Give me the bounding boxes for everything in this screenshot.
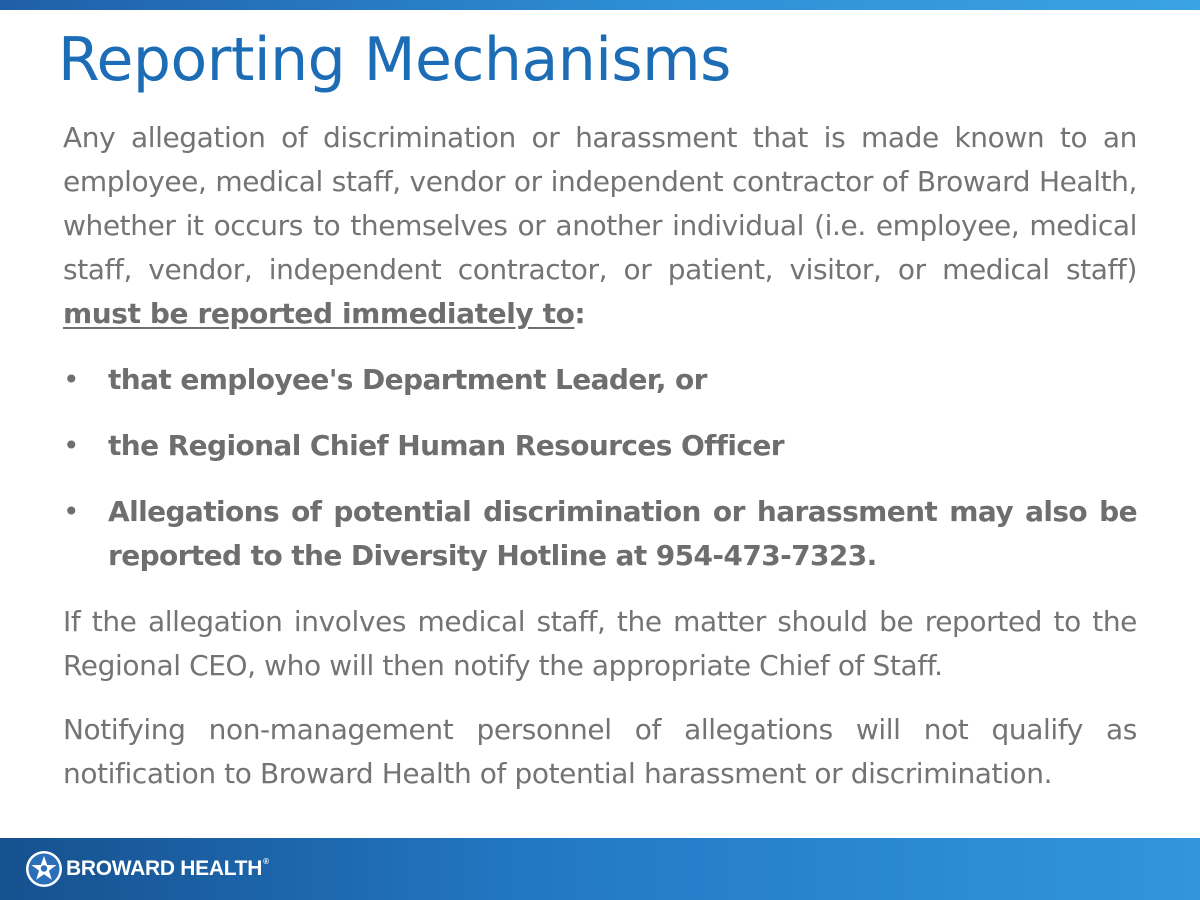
bullet-item [63, 490, 1137, 578]
slide-body [63, 116, 1137, 796]
slide-title: Reporting Mechanisms [58, 25, 731, 95]
notification-paragraph: Notifying non-management personnel of allegations will not qualify as notification to Broward Health of potential harassment or discrimination. [63, 713, 1137, 790]
broward-health-logo [24, 848, 269, 890]
bullet-icon: • [63, 429, 79, 462]
bullet-item [63, 424, 1137, 468]
top-accent-bar [0, 0, 1200, 10]
bullet-text: Allegations of potential discrimination or harassment may also be reported to the Diversity Hotline at 954-473-7323. [108, 495, 1137, 572]
bullet-list [63, 358, 1137, 578]
logo-wordmark: BROWARD HEALTH® [66, 857, 269, 880]
intro-text: Any allegation of discrimination or harassment that is made known to an employee, medical staff, vendor or independent contractor of Broward Health, whether it occurs to themselves or another individual (i.e. employee, medical staff, vendor, independent contractor, or patient, visitor, or medical staff) [63, 121, 1137, 286]
bullet-text: that employee's Department Leader, or [108, 363, 707, 396]
bullet-text: the Regional Chief Human Resources Officer [108, 429, 784, 462]
bullet-item [63, 358, 1137, 402]
intro-emphasis: must be reported immediately to [63, 297, 575, 330]
bullet-icon: • [63, 495, 79, 528]
intro-paragraph [63, 116, 1137, 336]
medical-staff-paragraph: If the allegation involves medical staff, the matter should be reported to the Regional CEO, who will then notify the appropriate Chief of Staff. [63, 605, 1137, 682]
intro-suffix: : [574, 297, 586, 330]
footer-bar [0, 838, 1200, 900]
bullet-icon: • [63, 363, 79, 396]
star-icon [24, 849, 64, 889]
